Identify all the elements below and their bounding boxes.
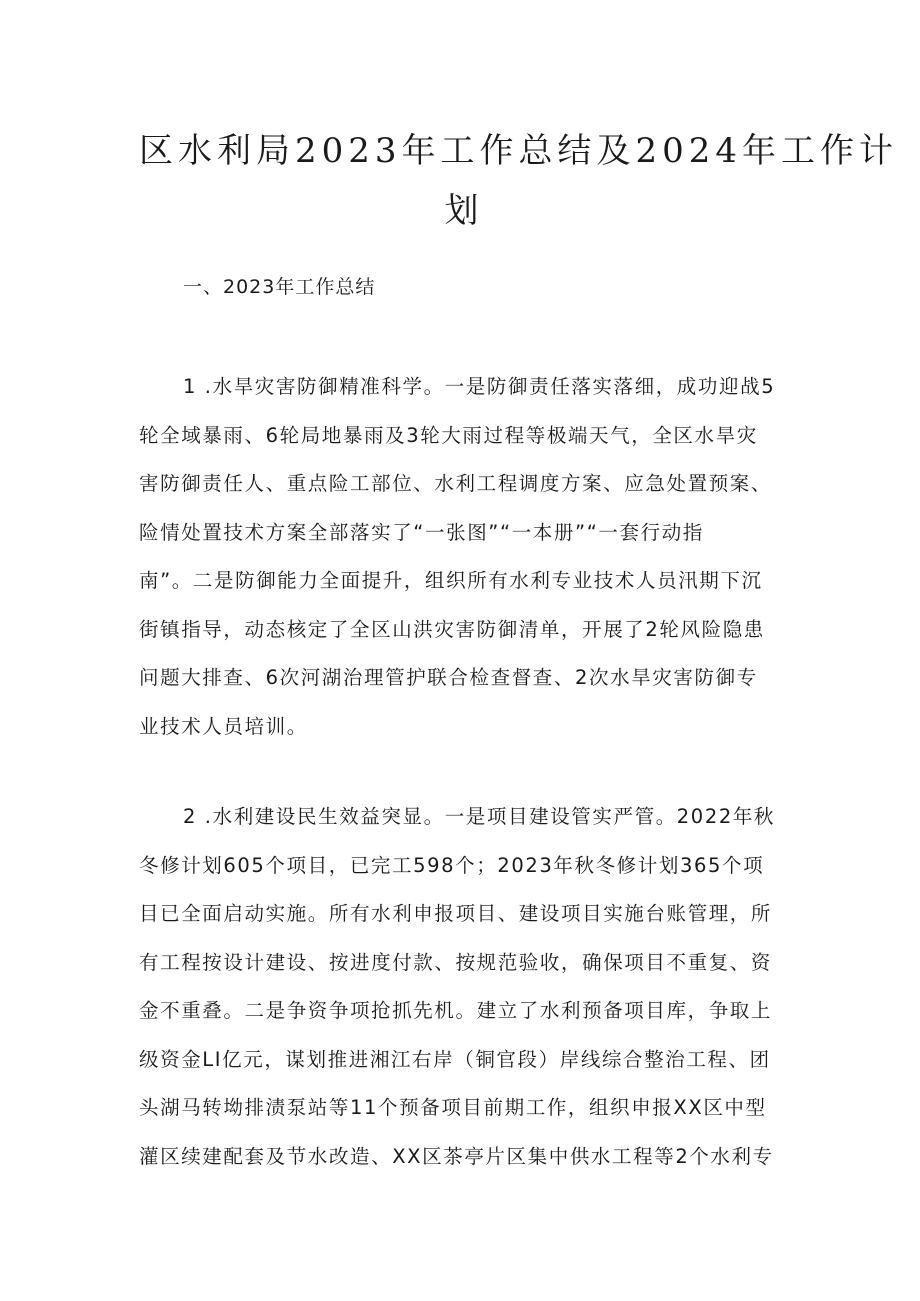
title-line: 区水利局2023年工作总结及2024年工作计 <box>139 131 899 171</box>
document-title <box>139 121 899 241</box>
paragraph-line: 头湖马转坳排渍泵站等11个预备项目前期工作，组织申报XX区中型 <box>139 1096 767 1119</box>
paragraph-line: 南”。二是防御能力全面提升，组织所有水利专业技术人员汛期下沉 <box>139 569 763 592</box>
paragraph-flood-drought-defense <box>139 363 795 751</box>
paragraph-line: 街镇指导，动态核定了全区山洪灾害防御清单，开展了2轮风险隐患 <box>139 617 765 641</box>
title-line: 划 <box>444 191 484 231</box>
paragraph-line: 冬修计划605个项目，已完工598个；2023年秋冬修计划365个项 <box>139 853 765 877</box>
paragraph-line: 害防御责任人、重点险工部位、水利工程调度方案、应急处置预案、 <box>139 472 773 495</box>
paragraph-line: 灌区续建配套及节水改造、XX区茶亭片区集中供水工程等2个水利专 <box>139 1144 774 1168</box>
paragraph-line: 2 .水利建设民生效益突显。一是项目建设管实严管。2022年秋 <box>183 805 776 828</box>
paragraph-line: 目已全面启动实施。所有水利申报项目、建设项目实施台账管理，所 <box>139 902 773 925</box>
paragraph-water-construction <box>139 793 795 1181</box>
paragraph-line: 问题大排查、6次河湖治理管护联合检查督查、2次水旱灾害防御专 <box>139 666 758 689</box>
paragraph-line: 险情处置技术方案全部落实了“一张图”“一本册”“一套行动指 <box>139 520 704 544</box>
paragraph-line: 金不重叠。二是争资争项抢抓先机。建立了水利预备项目库，争取上 <box>139 999 773 1022</box>
paragraph-line: 有工程按设计建设、按进度付款、按规范验收，确保项目不重复、资 <box>139 950 773 974</box>
paragraph-line: 级资金LI亿元，谋划推进湘江右岸（铜官段）岸线综合整治工程、团 <box>139 1047 771 1071</box>
paragraph-line: 1 .水旱灾害防御精准科学。一是防御责任落实落细，成功迎战5 <box>183 375 776 398</box>
paragraph-line: 业技术人员培训。 <box>139 714 308 738</box>
section-heading: 一、2023年工作总结 <box>183 276 376 298</box>
paragraph-line: 轮全域暴雨、6轮局地暴雨及3轮大雨过程等极端天气，全区水旱灾 <box>139 423 758 447</box>
